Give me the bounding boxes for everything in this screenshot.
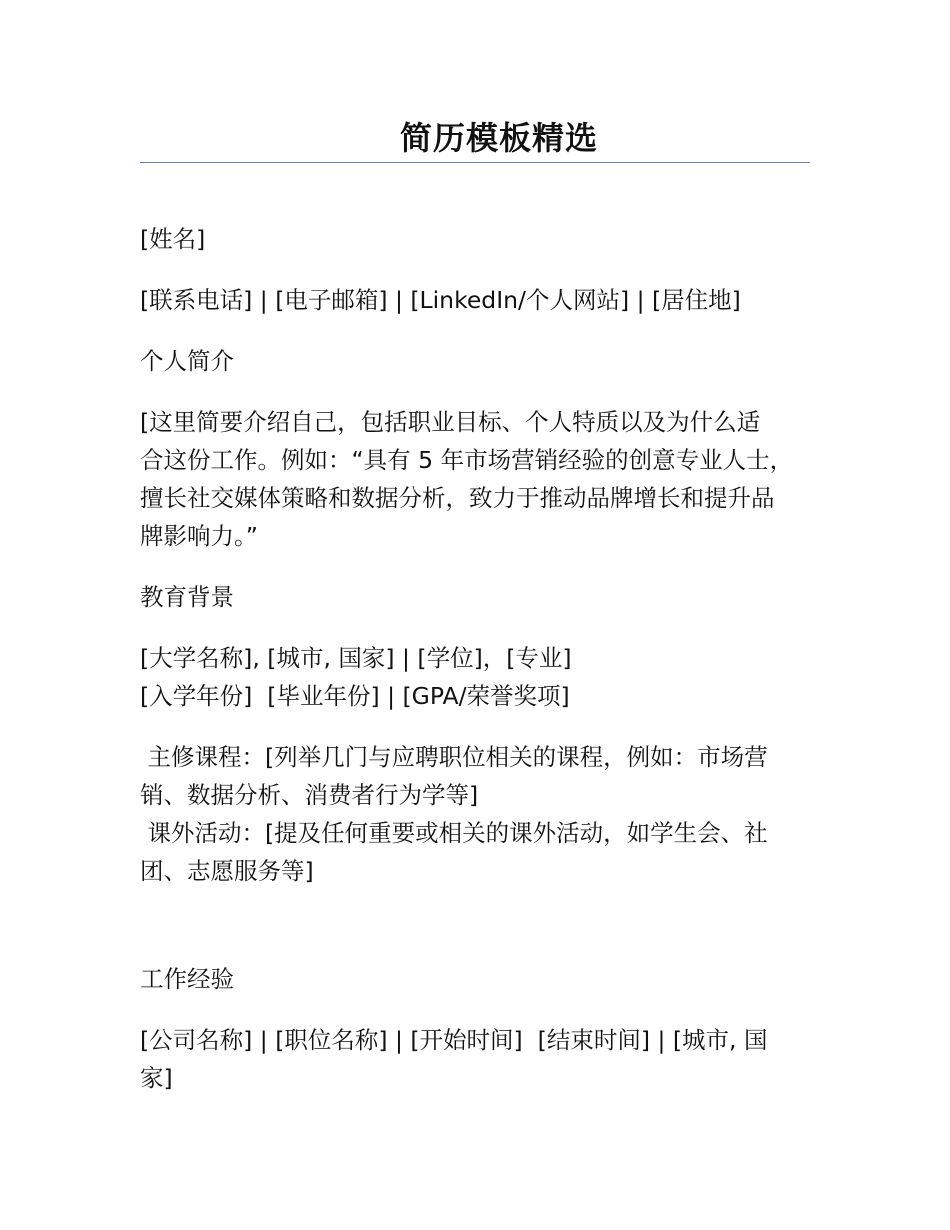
education-years-line: [入学年份] [毕业年份] | [GPA/荣誉奖项] <box>140 682 570 710</box>
work-heading: 工作经验 <box>140 965 234 993</box>
name-placeholder: [姓名] <box>140 225 206 253</box>
education-activities-line-1: 课外活动：[提及任何重要或相关的课外活动，如学生会、社 <box>140 819 768 847</box>
summary-heading: 个人简介 <box>140 347 234 375</box>
education-school-line: [大学名称], [城市, 国家] | [学位]，[专业] <box>140 644 572 672</box>
summary-line-3: 擅长社交媒体策略和数据分析，致力于推动品牌增长和提升品 <box>140 484 775 512</box>
work-line-1: [公司名称] | [职位名称] | [开始时间] [结束时间] | [城市, 国 <box>140 1026 768 1054</box>
page-title: 简历模板精选 <box>399 119 598 157</box>
work-line-2: 家] <box>140 1064 173 1092</box>
education-heading: 教育背景 <box>140 583 234 611</box>
contact-line: [联系电话] | [电子邮箱] | [LinkedIn/个人网站] | [居住地] <box>140 286 741 314</box>
education-activities-line-2: 团、志愿服务等] <box>140 857 314 885</box>
summary-line-2: 合这份工作。例如：“具有 5 年市场营销经验的创意专业人士， <box>140 446 794 474</box>
summary-line-1: [这里简要介绍自己，包括职业目标、个人特质以及为什么适 <box>140 408 761 436</box>
title-block <box>140 112 810 163</box>
summary-line-4: 牌影响力。” <box>140 522 258 550</box>
education-courses-line-2: 销、数据分析、消费者行为学等] <box>140 781 479 809</box>
education-courses-line-1: 主修课程：[列举几门与应聘职位相关的课程，例如：市场营 <box>140 743 768 771</box>
